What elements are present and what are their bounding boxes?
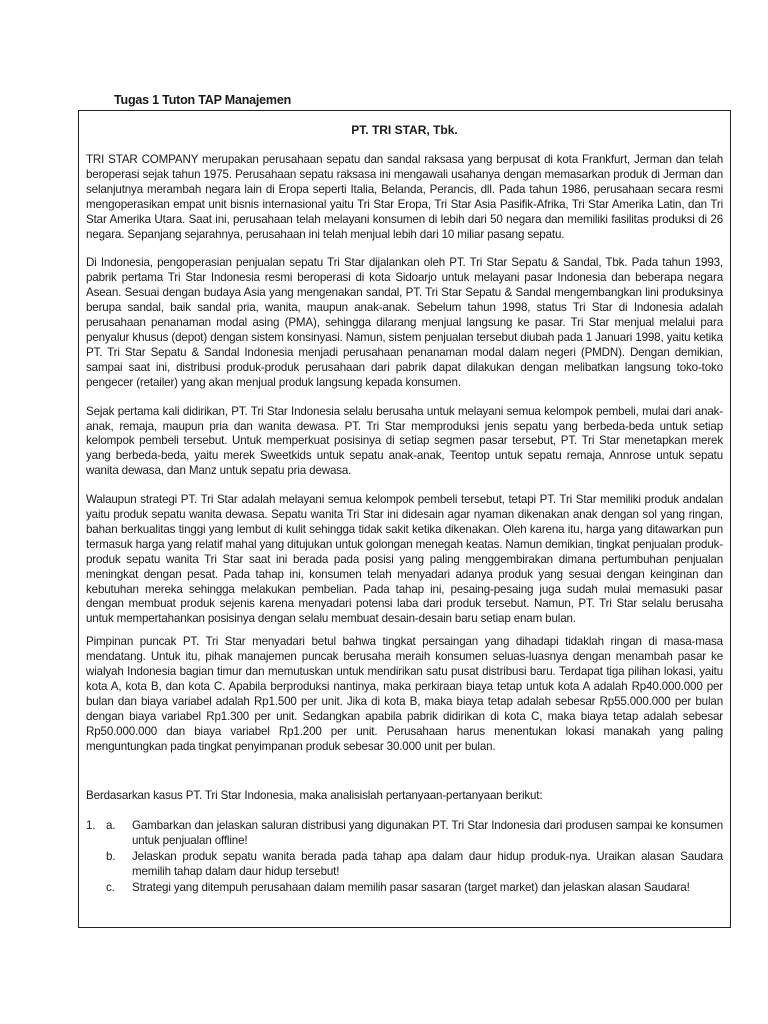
document-header: Tugas 1 Tuton TAP Manajemen [114, 93, 292, 107]
question-a [86, 819, 723, 850]
case-title: PT. TRI STAR, Tbk. [351, 123, 458, 137]
question-number: 1. [86, 819, 96, 833]
paragraph-4: Walaupun strategi PT. Tri Star adalah melayani semua kelompok pembeli tersebut, tetapi PT. Tri Star memiliki produk andalan yaitu produk sepatu wanita dewasa. Sepatu wanita Tri Star ini didesain agar nyaman dikenakan anak dengan sol yang ringan, bahan berkualitas tinggi yang lembut di kulit sehingga tidak sakit ketika dikenakan. Oleh karena itu, harga yang ditawarkan pun termasuk harga yang relatif mahal yang ditujukan untuk golongan menegah keatas. Namun demikian, tingkat penjualan produk-produk sepatu wanita Tri Star saat ini berada pada posisi yang paling menggembirakan dimana pertumbuhan penjualan meningkat dengan pesat. Pada tahap ini, konsumen telah menyadari adanya produk yang sesuai dengan keinginan dan kebutuhan mereka sehingga melakukan pembelian. Pada tahap ini, pesaing-pesaing juga sudah mulai memasuki pasar dengan membuat produk sejenis karena menyadari potensi laba dari produk tersebut. Namun, PT. Tri Star selalu berusaha untuk mempertahankan posisinya dengan selalu membuat desain-desain baru setiap enam bulan. [86, 493, 723, 626]
question-text: Jelaskan produk sepatu wanita berada pada tahap apa dalam daur hidup produk-nya. Uraikan alasan Saudara memilih tahap dalam daur hidup tersebut! [132, 850, 723, 879]
question-text: Strategi yang ditempuh perusahaan dalam memilih pasar sasaran (target market) dan jelaskan alasan Saudara! [132, 881, 690, 895]
question-c [86, 881, 723, 897]
question-b [86, 850, 723, 881]
paragraph-5: Pimpinan puncak PT. Tri Star menyadari betul bahwa tingkat persaingan yang dihadapi tidaklah ringan di masa-masa mendatang. Untuk itu, pihak manajemen puncak berusaha meraih konsumen seluas-luasnya dengan menambah pasar ke wialyah Indonesia bagian timur dan memutuskan untuk mendirikan satu pusat distribusi baru. Terdapat tiga pilihan lokasi, yaitu kota A, kota B, dan kota C. Apabila berproduksi nantinya, maka perkiraan biaya tetap untuk kota A adalah Rp40.000.000 per bulan dan biaya variabel adalah Rp1.500 per unit. Jika di kota B, maka biaya tetap adalah sebesar Rp55.000.000 per bulan dengan biaya variabel Rp1.300 per unit. Sedangkan apabila pabrik didirikan di kota C, maka biaya tetap adalah sebesar Rp50.000.000 dan biaya variabel Rp1.200 per unit. Perusahaan harus menentukan lokasi manakah yang paling menguntungkan pada tingkat penyimpanan produk sebesar 30.000 unit per bulan. [86, 635, 723, 753]
questions-intro: Berdasarkan kasus PT. Tri Star Indonesia, maka analisislah pertanyaan-pertanyaan berikut: [86, 788, 543, 802]
question-letter: a. [106, 819, 116, 833]
case-study-box [78, 110, 731, 928]
question-letter: b. [106, 850, 116, 864]
question-letter: c. [106, 881, 115, 895]
paragraph-2: Di Indonesia, pengoperasian penjualan sepatu Tri Star dijalankan oleh PT. Tri Star Sepatu & Sandal, Tbk. Pada tahun 1993, pabrik pertama Tri Star Indonesia resmi beroperasi di kota Sidoarjo untuk melayani pasar Indonesia dan beberapa negara Asean. Sesuai dengan budaya Asia yang mengenakan sandal, PT. Tri Star Sepatu & Sandal mengembangkan lini produksinya berupa sandal, baik sandal pria, wanita, maupun anak-anak. Sebelum tahun 1998, status Tri Star di Indonesia adalah perusahaan penanaman modal asing (PMA), sehingga dilarang menjual langsung ke pasar. Tri Star menjual melalui para penyalur khusus (depot) dengan sistem konsinyasi. Namun, sistem penjualan tersebut diubah pada 1 Januari 1998, yaitu ketika PT. Tri Star Sepatu & Sandal Indonesia menjadi perusahaan penanaman modal dalam negeri (PMDN). Dengan demikian, sampai saat ini, distribusi produk-produk perusahaan dari pabrik dapat dilakukan dengan melibatkan langsung toko-toko pengecer (retailer) yang akan menjual produk langsung kepada konsumen. [86, 256, 723, 389]
question-text: Gambarkan dan jelaskan saluran distribusi yang digunakan PT. Tri Star Indonesia dari produsen sampai ke konsumen untuk penjualan offline! [132, 819, 723, 848]
paragraph-1: TRI STAR COMPANY merupakan perusahaan sepatu dan sandal raksasa yang berpusat di kota Frankfurt, Jerman dan telah beroperasi sejak tahun 1975. Perusahaan sepatu raksasa ini mengawali usahanya dengan memasarkan produk di Jerman dan selanjutnya merambah negara lain di Eropa seperti Italia, Belanda, Perancis, dll. Pada tahun 1986, perusahaan secara resmi mengoperasikan empat unit bisnis internasional yaitu Tri Star Eropa, Tri Star Asia Pasifik-Afrika, Tri Star Amerika Latin, dan Tri Star Amerika Utara. Saat ini, perusahaan telah melayani konsumen di lebih dari 50 negara dan memiliki fasilitas produksi di 26 negara. Sepanjang sejarahnya, perusahaan ini telah menjual lebih dari 10 miliar pasang sepatu. [86, 153, 723, 241]
paragraph-3: Sejak pertama kali didirikan, PT. Tri Star Indonesia selalu berusaha untuk melayani semua kelompok pembeli, mulai dari anak-anak, remaja, maupun pria dan wanita dewasa. PT. Tri Star memproduksi jenis sepatu yang berbeda-beda untuk setiap kelompok pembeli tersebut. Untuk memperkuat posisinya di setiap segmen pasar tersebut, PT. Tri Star menetapkan merek yang berbeda-beda, yaitu merek Sweetkids untuk sepatu anak-anak, Teentop untuk sepatu remaja, Annrose untuk sepatu wanita dewasa, dan Manz untuk sepatu pria dewasa. [86, 404, 723, 478]
